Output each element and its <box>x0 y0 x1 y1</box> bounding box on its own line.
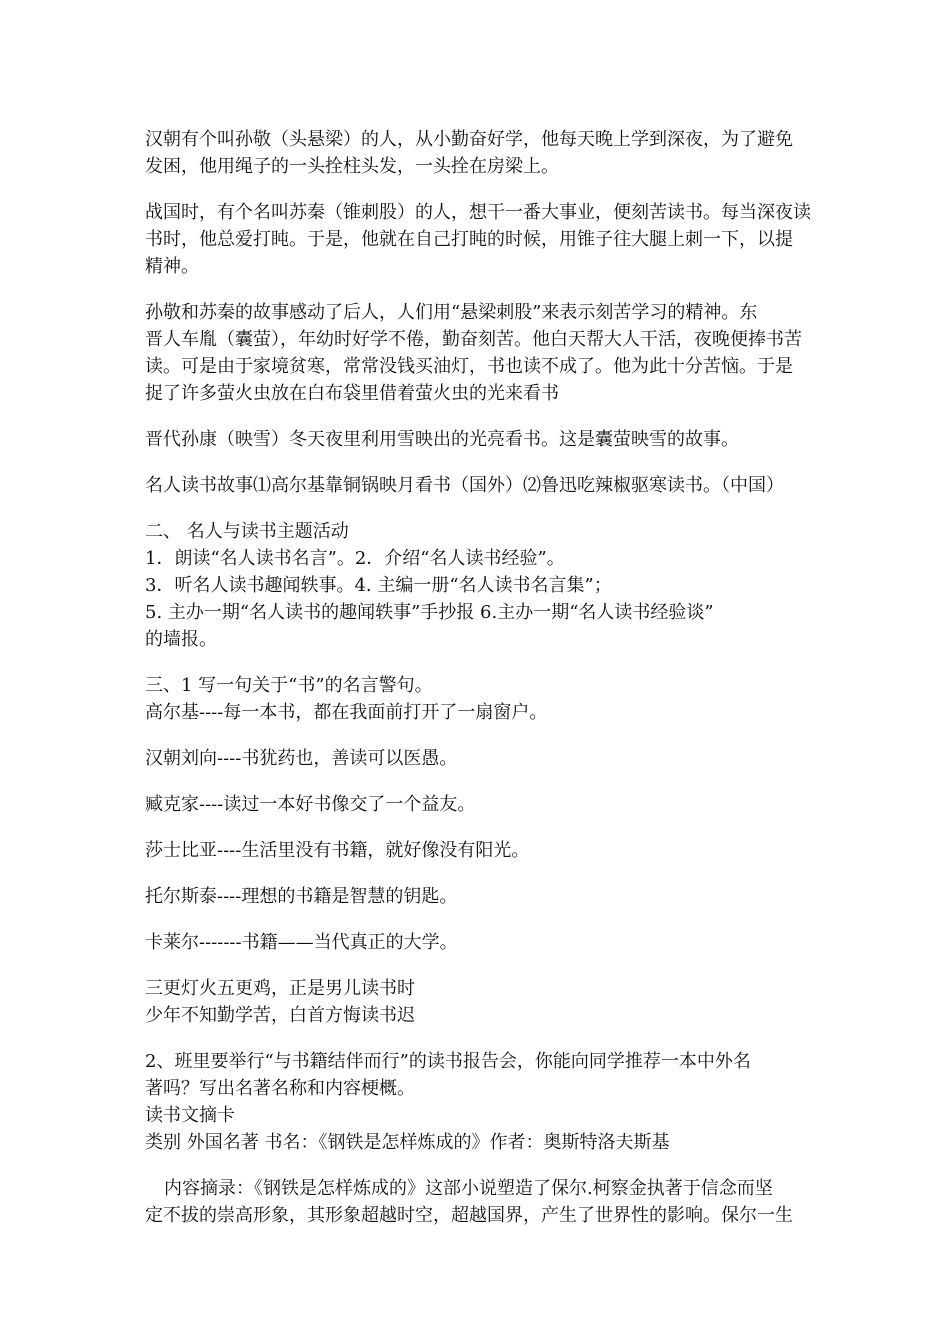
quote-line: 卡莱尔-------书籍——当代真正的大学。 <box>145 932 458 953</box>
poem-line: 少年不知勤学苦，白首方悔读书迟 <box>145 1005 415 1026</box>
quote-line: 莎士比亚----生活里没有书籍，就好像没有阳光。 <box>145 840 530 861</box>
text-line: 书时，他总爱打盹。于是，他就在自己打盹的时候，用锥子往大腿上刺一下，以提 <box>145 229 793 250</box>
text-line: 读。可是由于家境贫寒，常常没钱买油灯，书也读不成了。他为此十分苦恼。于是 <box>145 356 793 377</box>
text-line: 战国时，有个名叫苏秦（锥刺股）的人，想干一番大事业，便刻苦读书。每当深夜读 <box>145 202 811 223</box>
text-line: 发困，他用绳子的一头拴柱头发，一头拴在房梁上。 <box>145 156 559 177</box>
text-line: 1．朗读“名人读书名言”。2．介绍“名人读书经验”。 <box>145 548 565 569</box>
text-line: 的墙报。 <box>145 629 217 650</box>
quote-line: 托尔斯泰----理想的书籍是智慧的钥匙。 <box>145 886 458 907</box>
text-line: 精神。 <box>145 256 199 277</box>
card-meta: 类别 外国名著 书名：《钢铁是怎样炼成的》作者：奥斯特洛夫斯基 <box>145 1132 670 1153</box>
text-line: 2、班里要举行“与书籍结伴而行”的读书报告会，你能向同学推荐一本中外名 <box>145 1051 751 1072</box>
excerpt-line: 内容摘录：《钢铁是怎样炼成的》这部小说塑造了保尔.柯察金执著于信念而坚 <box>164 1178 773 1199</box>
poem-line: 三更灯火五更鸡，正是男儿读书时 <box>145 978 415 999</box>
text-line: 名人读书故事⑴高尔基靠铜锅映月看书（国外）⑵鲁迅吃辣椒驱寒读书。（中国） <box>145 475 784 496</box>
text-line: 孙敬和苏秦的故事感动了后人，人们用“悬梁刺股”来表示刻苦学习的精神。东 <box>145 302 758 323</box>
text-line: 汉朝有个叫孙敬（头悬梁）的人，从小勤奋好学，他每天晚上学到深夜，为了避免 <box>145 129 793 150</box>
text-line: 晋人车胤（囊萤），年幼时好学不倦，勤奋刻苦。他白天帮大人干活，夜晚便捧书苦 <box>145 329 802 350</box>
section-heading: 二、 名人与读书主题活动 <box>145 521 349 542</box>
section-heading: 三、1 写一句关于“书”的名言警句。 <box>145 675 433 696</box>
text-line: 3．听名人读书趣闻轶事。4. 主编一册“名人读书名言集”； <box>145 575 612 596</box>
text-line: 晋代孙康（映雪）冬天夜里利用雪映出的光亮看书。这是囊萤映雪的故事。 <box>145 429 739 450</box>
text-line: 著吗？写出名著名称和内容梗概。 <box>145 1078 415 1099</box>
text-line: 5. 主办一期“名人读书的趣闻轶事”手抄报 6.主办一期“名人读书经验谈” <box>145 602 714 623</box>
quote-line: 高尔基----每一本书，都在我面前打开了一扇窗户。 <box>145 702 548 723</box>
quote-line: 汉朝刘向----书犹药也，善读可以医愚。 <box>145 748 458 769</box>
quote-line: 臧克家----读过一本好书像交了一个益友。 <box>145 794 476 815</box>
card-title: 读书文摘卡 <box>145 1105 235 1126</box>
text-line: 捉了许多萤火虫放在白布袋里借着萤火虫的光来看书 <box>145 383 559 404</box>
excerpt-line: 定不拔的崇高形象，其形象超越时空，超越国界，产生了世界性的影响。保尔一生 <box>145 1205 793 1226</box>
